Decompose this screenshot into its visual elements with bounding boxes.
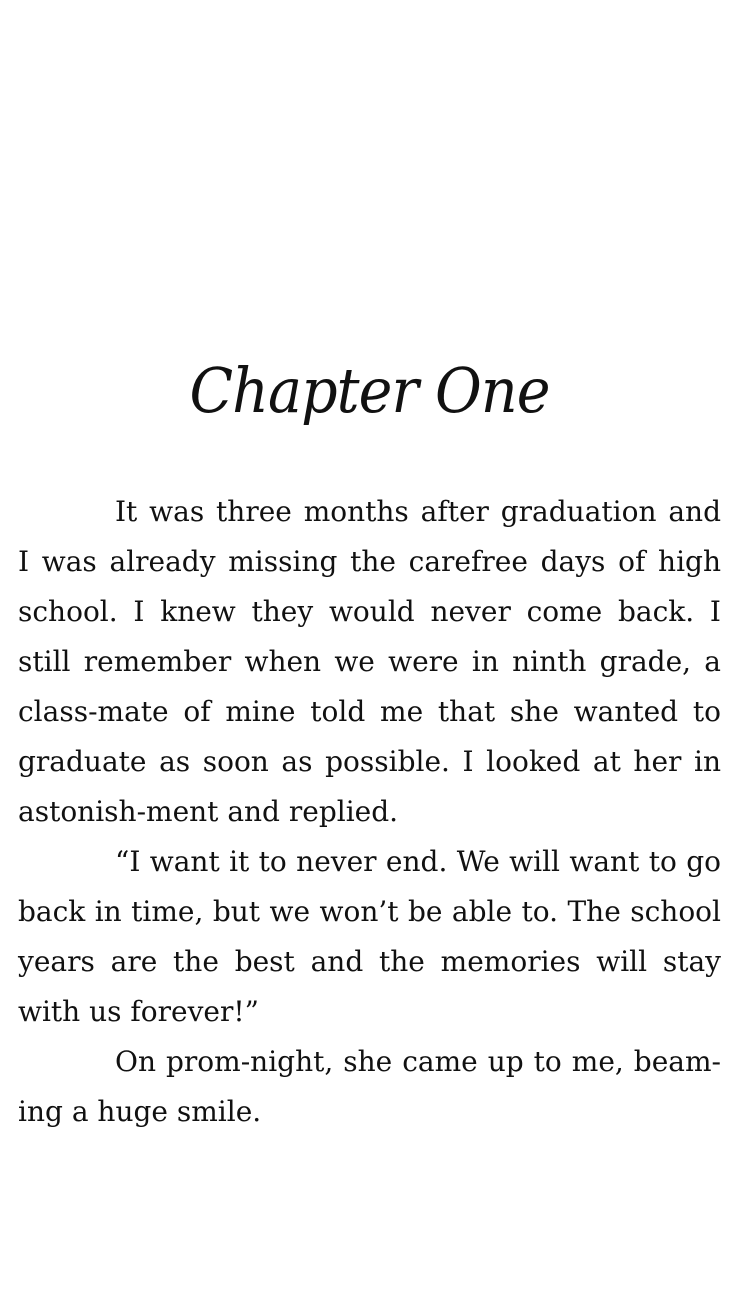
chapter-body [18,487,721,1137]
chapter-title: Chapter One [189,353,550,427]
paragraph-3: On prom-night, she came up to me, beam-ing a huge smile. [18,1045,721,1128]
paragraph-2: “I want it to never end. We will want to go back in time, but we won’t be able to. The school years are the best and the memories will stay with us forever!” [18,845,721,1028]
paragraph-1: It was three months after graduation and I was already missing the carefree days of high school. I knew they would never come back. I still remember when we were in ninth grade, a class-mate of mine told me that she wanted to graduate as soon as possible. I looked at her in astonish-ment and replied. [18,495,721,828]
